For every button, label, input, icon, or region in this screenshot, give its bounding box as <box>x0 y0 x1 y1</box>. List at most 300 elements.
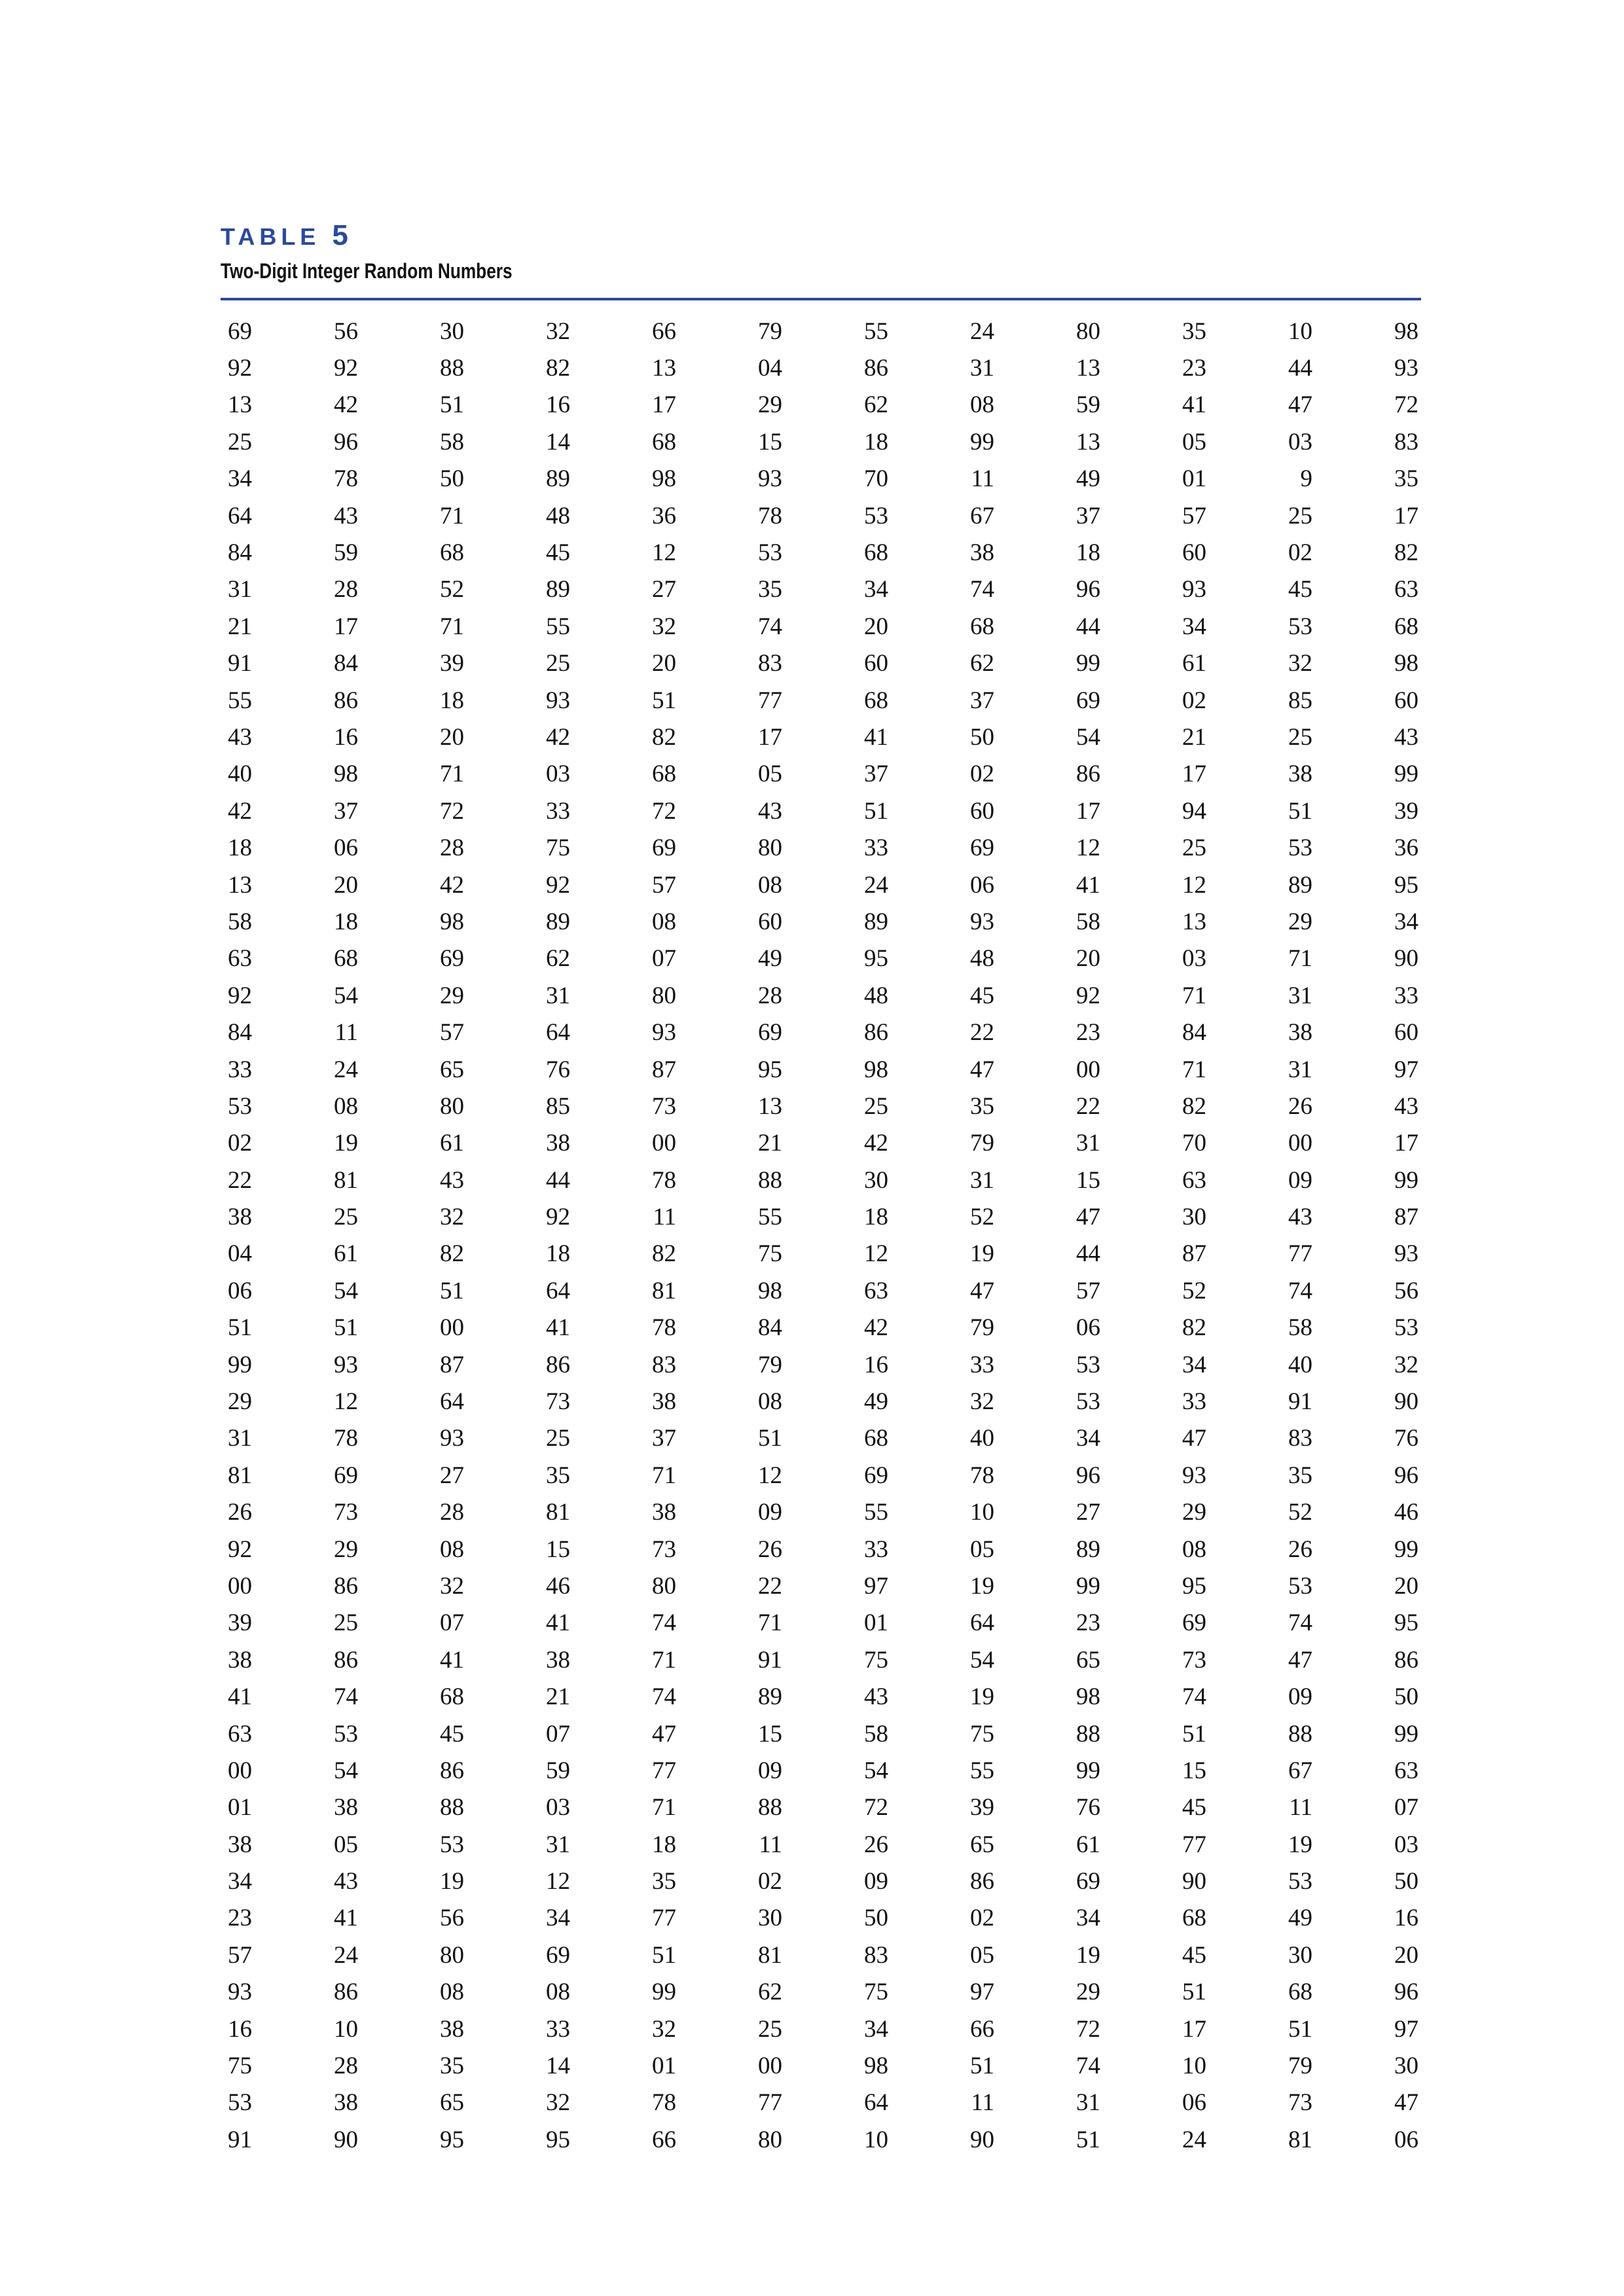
cell-value: 53 <box>1076 1351 1100 1378</box>
table-cell <box>645 2054 751 2078</box>
cell-value: 06 <box>970 871 994 899</box>
table-cell <box>1387 1906 1421 1930</box>
cell-value: 08 <box>758 871 782 899</box>
table-row <box>221 2085 1421 2121</box>
table-row <box>221 829 1421 866</box>
cell-value: 11 <box>653 1204 676 1231</box>
table-cell <box>1069 1205 1175 1229</box>
cell-value: 55 <box>758 1204 782 1231</box>
table-cell <box>1387 2054 1421 2078</box>
cell-value: 33 <box>864 834 888 862</box>
cell-value: 25 <box>1288 723 1312 751</box>
cell-value: 74 <box>652 1609 676 1637</box>
table-cell <box>1281 1685 1387 1709</box>
cell-value: 69 <box>1076 687 1100 714</box>
table-cell <box>1387 1168 1421 1193</box>
table-cell <box>963 1316 1069 1340</box>
table-cell <box>857 725 963 749</box>
table-cell <box>645 1020 751 1045</box>
cell-value: 50 <box>864 1905 888 1932</box>
table-cell <box>1281 725 1387 749</box>
cell-value: 75 <box>864 1646 888 1674</box>
table-row <box>221 1568 1421 1604</box>
table-cell <box>645 1242 751 1266</box>
cell-value: 42 <box>864 1314 888 1342</box>
cell-value: 43 <box>1394 723 1418 751</box>
table-cell <box>1387 1353 1421 1377</box>
table-cell <box>645 615 751 639</box>
cell-value: 98 <box>652 465 676 493</box>
cell-value: 82 <box>1394 539 1418 567</box>
cell-value: 92 <box>546 871 570 899</box>
cell-value: 81 <box>652 1277 676 1304</box>
cell-value: 38 <box>652 1499 676 1526</box>
table-cell <box>1175 1020 1281 1045</box>
table-cell <box>539 1426 645 1450</box>
cell-value: 33 <box>1182 1388 1206 1416</box>
cell-value: 45 <box>1182 1941 1206 1969</box>
cell-value: 07 <box>440 1609 464 1637</box>
cell-value: 00 <box>228 1757 252 1784</box>
cell-value: 34 <box>1394 908 1418 935</box>
cell-value: 53 <box>758 539 782 567</box>
cell-value: 01 <box>864 1609 888 1637</box>
table-cell <box>1387 873 1421 897</box>
table-cell <box>327 615 433 639</box>
cell-value: 98 <box>1076 1683 1100 1711</box>
cell-value: 75 <box>228 2053 252 2080</box>
table-cell <box>539 2128 645 2152</box>
table-cell <box>539 1685 645 1709</box>
table-cell <box>857 1722 963 1746</box>
table-cell <box>1069 1943 1175 1967</box>
cell-value: 60 <box>1182 539 1206 567</box>
table-cell <box>539 2054 645 2078</box>
table-cell <box>433 1833 539 1857</box>
cell-value: 41 <box>1076 871 1100 899</box>
table-cell <box>1387 1463 1421 1488</box>
cell-value: 74 <box>970 576 994 603</box>
table-cell <box>433 1574 539 1598</box>
cell-value: 52 <box>440 576 464 603</box>
table-cell <box>1387 689 1421 713</box>
table-cell <box>327 356 433 380</box>
cell-value: 43 <box>334 1868 358 1895</box>
cell-value: 71 <box>758 1609 782 1637</box>
table-cell <box>1175 1611 1281 1635</box>
cell-value: 32 <box>970 1388 994 1416</box>
cell-value: 47 <box>1288 391 1312 419</box>
table-cell <box>1281 541 1387 565</box>
cell-value: 15 <box>546 1535 570 1563</box>
table-cell <box>327 2128 433 2152</box>
table-cell <box>751 1980 857 2004</box>
table-cell <box>327 1759 433 1783</box>
cell-value: 27 <box>1076 1499 1100 1526</box>
cell-value: 12 <box>546 1868 570 1895</box>
table-cell <box>1281 689 1387 713</box>
table-cell <box>1281 393 1387 417</box>
cell-value: 32 <box>652 613 676 640</box>
cell-value: 83 <box>1394 428 1418 456</box>
cell-value: 79 <box>1288 2053 1312 2080</box>
table-cell <box>327 1390 433 1414</box>
table-row <box>221 903 1421 940</box>
cell-value: 33 <box>546 797 570 825</box>
cell-value: 22 <box>970 1019 994 1047</box>
cell-value: 70 <box>864 465 888 493</box>
cell-value: 54 <box>1076 723 1100 751</box>
cell-value: 46 <box>546 1572 570 1600</box>
table-cell <box>857 1020 963 1045</box>
table-cell <box>857 689 963 713</box>
table-cell <box>539 1722 645 1746</box>
table-cell <box>433 762 539 786</box>
table-cell <box>751 725 857 749</box>
table-cell <box>1175 1094 1281 1119</box>
cell-value: 48 <box>970 945 994 973</box>
table-cell <box>1281 1426 1387 1450</box>
table-cell <box>645 1833 751 1857</box>
table-row <box>221 941 1421 977</box>
cell-value: 50 <box>1394 1683 1418 1711</box>
cell-value: 34 <box>864 2015 888 2043</box>
cell-value: 66 <box>970 2015 994 2043</box>
table-cell <box>963 1722 1069 1746</box>
cell-value: 64 <box>970 1609 994 1637</box>
cell-value: 86 <box>864 1019 888 1047</box>
table-cell <box>1387 1500 1421 1524</box>
cell-value: 64 <box>440 1388 464 1416</box>
table-cell <box>221 2128 327 2152</box>
cell-value: 89 <box>546 465 570 493</box>
table-cell <box>1175 1537 1281 1562</box>
table-cell <box>751 836 857 860</box>
table-cell <box>751 1722 857 1746</box>
cell-value: 73 <box>652 1092 676 1120</box>
table-cell <box>1069 577 1175 601</box>
cell-value: 68 <box>1182 1905 1206 1932</box>
table-cell <box>1281 2017 1387 2041</box>
table-cell <box>645 1980 751 2004</box>
table-cell <box>1281 1463 1387 1488</box>
table-cell <box>539 1537 645 1562</box>
table-row <box>221 1125 1421 1162</box>
table-row <box>221 1310 1421 1346</box>
table-cell <box>1387 1242 1421 1266</box>
cell-value: 21 <box>546 1683 570 1711</box>
cell-value: 36 <box>652 502 676 529</box>
cell-value: 83 <box>1288 1425 1312 1452</box>
cell-value: 69 <box>228 317 252 345</box>
cell-value: 61 <box>440 1130 464 1157</box>
table-cell <box>1281 1131 1387 1155</box>
cell-value: 51 <box>864 797 888 825</box>
table-cell <box>857 356 963 380</box>
cell-value: 09 <box>758 1499 782 1526</box>
table-cell <box>751 1795 857 1820</box>
table-cell <box>327 1685 433 1709</box>
table-cell <box>645 1426 751 1450</box>
table-cell <box>1175 2054 1281 2078</box>
table-cell <box>221 946 327 971</box>
cell-value: 17 <box>652 391 676 419</box>
table-cell <box>221 1722 327 1746</box>
table-cell <box>1281 1943 1387 1967</box>
table-cell <box>539 1980 645 2004</box>
table-cell <box>645 1648 751 1672</box>
table-cell <box>539 1500 645 1524</box>
cell-value: 71 <box>1182 1056 1206 1083</box>
table-cell <box>221 1390 327 1414</box>
table-cell <box>645 1795 751 1820</box>
cell-value: 78 <box>334 1425 358 1452</box>
table-cell <box>1069 1869 1175 1893</box>
table-cell <box>221 725 327 749</box>
cell-value: 29 <box>228 1388 252 1416</box>
cell-value: 01 <box>652 2053 676 2080</box>
cell-value: 02 <box>228 1130 252 1157</box>
table-cell <box>1069 1500 1175 1524</box>
table-row <box>221 1162 1421 1198</box>
table-cell <box>1175 1980 1281 2004</box>
cell-value: 51 <box>1288 797 1312 825</box>
table-cell <box>1069 1168 1175 1193</box>
table-row <box>221 1198 1421 1235</box>
table-cell <box>1175 689 1281 713</box>
cell-value: 90 <box>1394 1388 1418 1416</box>
table-cell <box>751 1168 857 1193</box>
cell-value: 87 <box>1394 1204 1418 1231</box>
cell-value: 10 <box>1288 317 1312 345</box>
cell-value: 79 <box>758 1351 782 1378</box>
table-cell <box>1387 1722 1421 1746</box>
table-cell <box>963 1685 1069 1709</box>
table-cell <box>1281 1353 1387 1377</box>
table-row <box>221 1051 1421 1088</box>
table-cell <box>1387 1869 1421 1893</box>
table-cell <box>963 1869 1069 1893</box>
cell-value: 31 <box>228 576 252 603</box>
table-cell <box>1175 984 1281 1008</box>
cell-value: 51 <box>1182 1720 1206 1748</box>
table-cell <box>1069 984 1175 1008</box>
table-cell <box>751 762 857 786</box>
table-cell <box>221 1980 327 2004</box>
table-cell <box>1387 910 1421 934</box>
table-cell <box>1281 1168 1387 1193</box>
cell-value: 29 <box>1288 908 1312 935</box>
table-cell <box>751 1537 857 1562</box>
table-cell <box>1175 1353 1281 1377</box>
table-cell <box>1281 1611 1387 1635</box>
cell-value: 18 <box>546 1240 570 1268</box>
table-cell <box>539 356 645 380</box>
table-cell <box>327 689 433 713</box>
table-row <box>221 1789 1421 1826</box>
table-cell <box>857 1131 963 1155</box>
cell-value: 31 <box>1288 982 1312 1009</box>
table-cell <box>327 1537 433 1562</box>
cell-value: 87 <box>440 1351 464 1378</box>
cell-value: 37 <box>864 761 888 788</box>
cell-value: 92 <box>334 355 358 382</box>
table-cell <box>1175 1168 1281 1193</box>
table-cell <box>433 319 539 344</box>
cell-value: 19 <box>334 1130 358 1157</box>
table-cell <box>433 873 539 897</box>
cell-value: 84 <box>228 539 252 567</box>
cell-value: 69 <box>652 834 676 862</box>
cell-value: 30 <box>440 317 464 345</box>
table-cell <box>1281 1205 1387 1229</box>
table-cell <box>221 2090 327 2115</box>
table-cell <box>539 541 645 565</box>
cell-value: 86 <box>334 687 358 714</box>
table-cell <box>433 1906 539 1930</box>
cell-value: 74 <box>1076 2053 1100 2080</box>
cell-value: 24 <box>334 1941 358 1969</box>
cell-value: 53 <box>1288 1572 1312 1600</box>
table-cell <box>1281 1500 1387 1524</box>
table-cell <box>433 1168 539 1193</box>
cell-value: 69 <box>440 945 464 973</box>
table-cell <box>221 1205 327 1229</box>
cell-value: 03 <box>1182 945 1206 973</box>
cell-value: 00 <box>1076 1056 1100 1083</box>
cell-value: 41 <box>864 723 888 751</box>
cell-value: 43 <box>758 797 782 825</box>
cell-value: 38 <box>1288 1019 1312 1047</box>
cell-value: 05 <box>970 1941 994 1969</box>
table-cell <box>327 1426 433 1450</box>
table-cell <box>1387 1205 1421 1229</box>
cell-value: 16 <box>228 2015 252 2043</box>
table-cell <box>1387 1426 1421 1450</box>
cell-value: 93 <box>1182 1462 1206 1489</box>
cell-value: 11 <box>971 465 994 493</box>
cell-value: 17 <box>1394 502 1418 529</box>
cell-value: 12 <box>864 1240 888 1268</box>
cell-value: 38 <box>652 1388 676 1416</box>
table-cell <box>1175 1685 1281 1709</box>
table-cell <box>751 1943 857 1967</box>
cell-value: 92 <box>228 982 252 1009</box>
cell-value: 08 <box>652 908 676 935</box>
cell-value: 82 <box>1182 1092 1206 1120</box>
table-cell <box>433 1869 539 1893</box>
cell-value: 99 <box>1394 1720 1418 1748</box>
cell-value: 84 <box>758 1314 782 1342</box>
table-cell <box>539 1205 645 1229</box>
table-cell <box>433 1353 539 1377</box>
cell-value: 09 <box>758 1757 782 1784</box>
cell-value: 49 <box>758 945 782 973</box>
table-row <box>221 1531 1421 1568</box>
cell-value: 31 <box>970 1166 994 1194</box>
cell-value: 38 <box>334 1794 358 1821</box>
cell-value: 23 <box>228 1905 252 1932</box>
cell-value: 69 <box>1182 1609 1206 1637</box>
table-cell <box>1387 762 1421 786</box>
table-cell <box>1175 1722 1281 1746</box>
table-cell <box>433 1316 539 1340</box>
cell-value: 27 <box>440 1462 464 1489</box>
table-cell <box>1387 1611 1421 1635</box>
table-cell <box>1281 1020 1387 1045</box>
table-cell <box>751 393 857 417</box>
cell-value: 20 <box>652 650 676 677</box>
cell-value: 99 <box>1394 761 1418 788</box>
cell-value: 96 <box>1076 576 1100 603</box>
cell-value: 27 <box>652 576 676 603</box>
cell-value: 79 <box>758 317 782 345</box>
table-cell <box>963 1906 1069 1930</box>
table-cell <box>1175 1795 1281 1820</box>
table-cell <box>963 1168 1069 1193</box>
cell-value: 63 <box>228 945 252 973</box>
cell-value: 80 <box>1076 317 1100 345</box>
table-cell <box>433 393 539 417</box>
cell-value: 34 <box>228 465 252 493</box>
cell-value: 17 <box>758 723 782 751</box>
table-cell <box>539 836 645 860</box>
table-row <box>221 1715 1421 1752</box>
table-cell <box>539 615 645 639</box>
cell-value: 11 <box>971 2089 994 2117</box>
table-cell <box>1175 1463 1281 1488</box>
table-cell <box>221 1094 327 1119</box>
cell-value: 31 <box>970 355 994 382</box>
cell-value: 68 <box>1394 613 1418 640</box>
cell-value: 93 <box>1182 576 1206 603</box>
table-cell <box>1281 430 1387 454</box>
cell-value: 69 <box>1076 1868 1100 1895</box>
table-cell <box>433 1795 539 1820</box>
cell-value: 15 <box>758 1720 782 1748</box>
cell-value: 61 <box>334 1240 358 1268</box>
table-cell <box>1281 1759 1387 1783</box>
cell-value: 86 <box>864 355 888 382</box>
table-cell <box>1069 1722 1175 1746</box>
cell-value: 86 <box>1076 761 1100 788</box>
cell-value: 00 <box>1288 1130 1312 1157</box>
cell-value: 35 <box>440 2053 464 2080</box>
cell-value: 48 <box>864 982 888 1009</box>
table-cell <box>1069 689 1175 713</box>
cell-value: 00 <box>758 2053 782 2080</box>
table-cell <box>221 689 327 713</box>
cell-value: 40 <box>228 761 252 788</box>
table-cell <box>327 984 433 1008</box>
cell-value: 63 <box>1394 1757 1418 1784</box>
cell-value: 88 <box>1288 1720 1312 1748</box>
table-cell <box>645 1869 751 1893</box>
table-cell <box>221 984 327 1008</box>
table-cell <box>645 1205 751 1229</box>
table-cell <box>1387 319 1421 344</box>
cell-value: 99 <box>228 1351 252 1378</box>
cell-value: 77 <box>652 1905 676 1932</box>
table-cell <box>963 984 1069 1008</box>
table-cell <box>539 1058 645 1082</box>
table-cell <box>433 1722 539 1746</box>
table-row <box>221 1678 1421 1715</box>
cell-value: 71 <box>440 761 464 788</box>
cell-value: 72 <box>440 797 464 825</box>
table-cell <box>327 1058 433 1082</box>
table-cell <box>751 2054 857 2078</box>
